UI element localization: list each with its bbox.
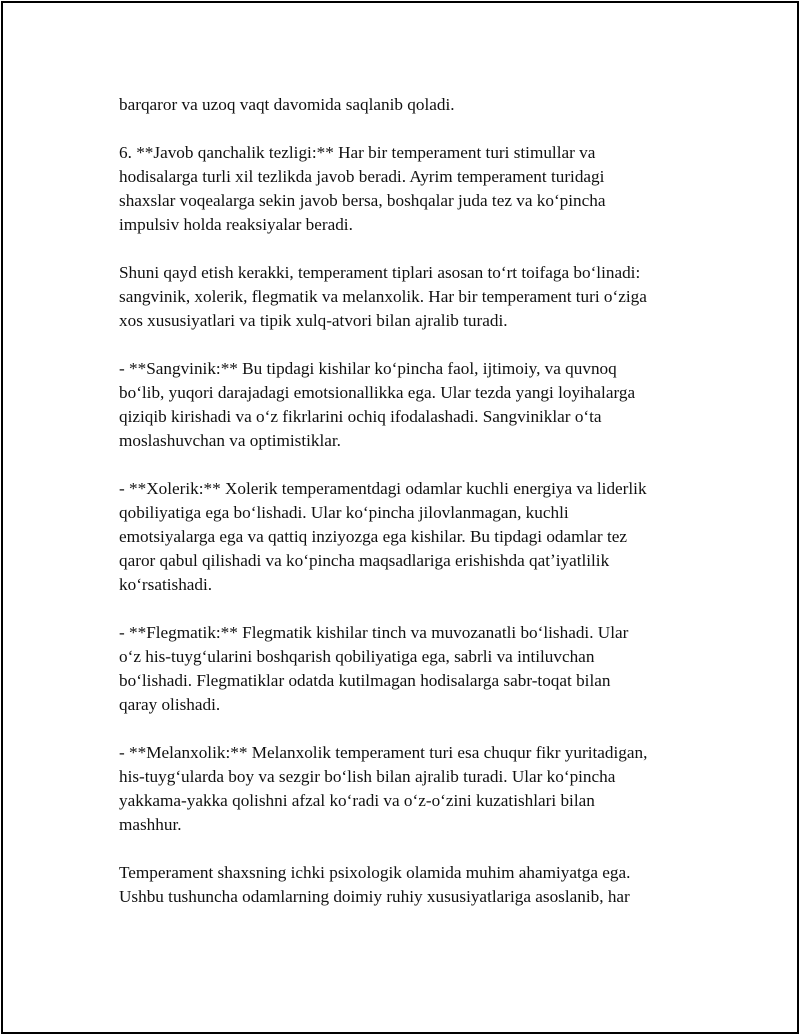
paragraph-conclusion <box>119 861 699 909</box>
text-line: mashhur. <box>119 815 182 834</box>
text-line: moslashuvchan va optimistiklar. <box>119 431 341 450</box>
text-line: hodisalarga turli xil tezlikda javob beradi. Ayrim temperament turidagi <box>119 167 605 186</box>
text-line: oʻz his-tuygʻularini boshqarish qobiliyatiga ega, sabrli va intiluvchan <box>119 647 595 666</box>
text-line: barqaror va uzoq vaqt davomida saqlanib qoladi. <box>119 95 455 114</box>
text-line: - **Xolerik:** Xolerik temperamentdagi odamlar kuchli energiya va liderlik <box>119 479 647 498</box>
text-line: qiziqib kirishadi va oʻz fikrlarini ochiq ifodalashadi. Sangviniklar oʻta <box>119 407 602 426</box>
text-line: emotsiyalarga ega va qattiq inziyozga ega kishilar. Bu tipdagi odamlar tez <box>119 527 627 546</box>
text-line: 6. **Javob qanchalik tezligi:** Har bir temperament turi stimullar va <box>119 143 596 162</box>
text-line: his-tuygʻularda boy va sezgir boʻlish bilan ajralib turadi. Ular koʻpincha <box>119 767 616 786</box>
text-line: yakkama-yakka qolishni afzal koʻradi va oʻz-oʻzini kuzatishlari bilan <box>119 791 595 810</box>
text-line: boʻlishadi. Flegmatiklar odatda kutilmagan hodisalarga sabr-toqat bilan <box>119 671 611 690</box>
paragraph-intro-continuation <box>119 93 699 117</box>
text-line: sangvinik, xolerik, flegmatik va melanxolik. Har bir temperament turi oʻziga <box>119 287 647 306</box>
text-line: Shuni qayd etish kerakki, temperament tiplari asosan toʻrt toifaga boʻlinadi: <box>119 263 641 282</box>
document-body <box>119 93 699 933</box>
text-line: qobiliyatiga ega boʻlishadi. Ular koʻpincha jilovlanmagan, kuchli <box>119 503 569 522</box>
text-line: Ushbu tushuncha odamlarning doimiy ruhiy xususiyatlariga asoslanib, har <box>119 887 630 906</box>
text-line: - **Sangvinik:** Bu tipdagi kishilar koʻpincha faol, ijtimoiy, va quvnoq <box>119 359 617 378</box>
text-line: qaror qabul qilishadi va koʻpincha maqsadlariga erishishda qatʼiyatlilik <box>119 551 610 570</box>
paragraph-melanxolik <box>119 741 699 837</box>
text-line: - **Melanxolik:** Melanxolik temperament turi esa chuqur fikr yuritadigan, <box>119 743 648 762</box>
paragraph-sangvinik <box>119 357 699 453</box>
text-line: boʻlib, yuqori darajadagi emotsionallikka ega. Ular tezda yangi loyihalarga <box>119 383 636 402</box>
text-line: Temperament shaxsning ichki psixologik olamida muhim ahamiyatga ega. <box>119 863 631 882</box>
document-page <box>1 1 799 1034</box>
paragraph-response-speed <box>119 141 699 237</box>
paragraph-xolerik <box>119 477 699 597</box>
text-line: shaxslar voqealarga sekin javob bersa, boshqalar juda tez va koʻpincha <box>119 191 606 210</box>
paragraph-flegmatik <box>119 621 699 717</box>
text-line: qaray olishadi. <box>119 695 221 714</box>
text-line: - **Flegmatik:** Flegmatik kishilar tinch va muvozanatli boʻlishadi. Ular <box>119 623 629 642</box>
text-line: xos xususiyatlari va tipik xulq-atvori bilan ajralib turadi. <box>119 311 508 330</box>
text-line: koʻrsatishadi. <box>119 575 213 594</box>
paragraph-four-types <box>119 261 699 333</box>
text-line: impulsiv holda reaksiyalar beradi. <box>119 215 353 234</box>
